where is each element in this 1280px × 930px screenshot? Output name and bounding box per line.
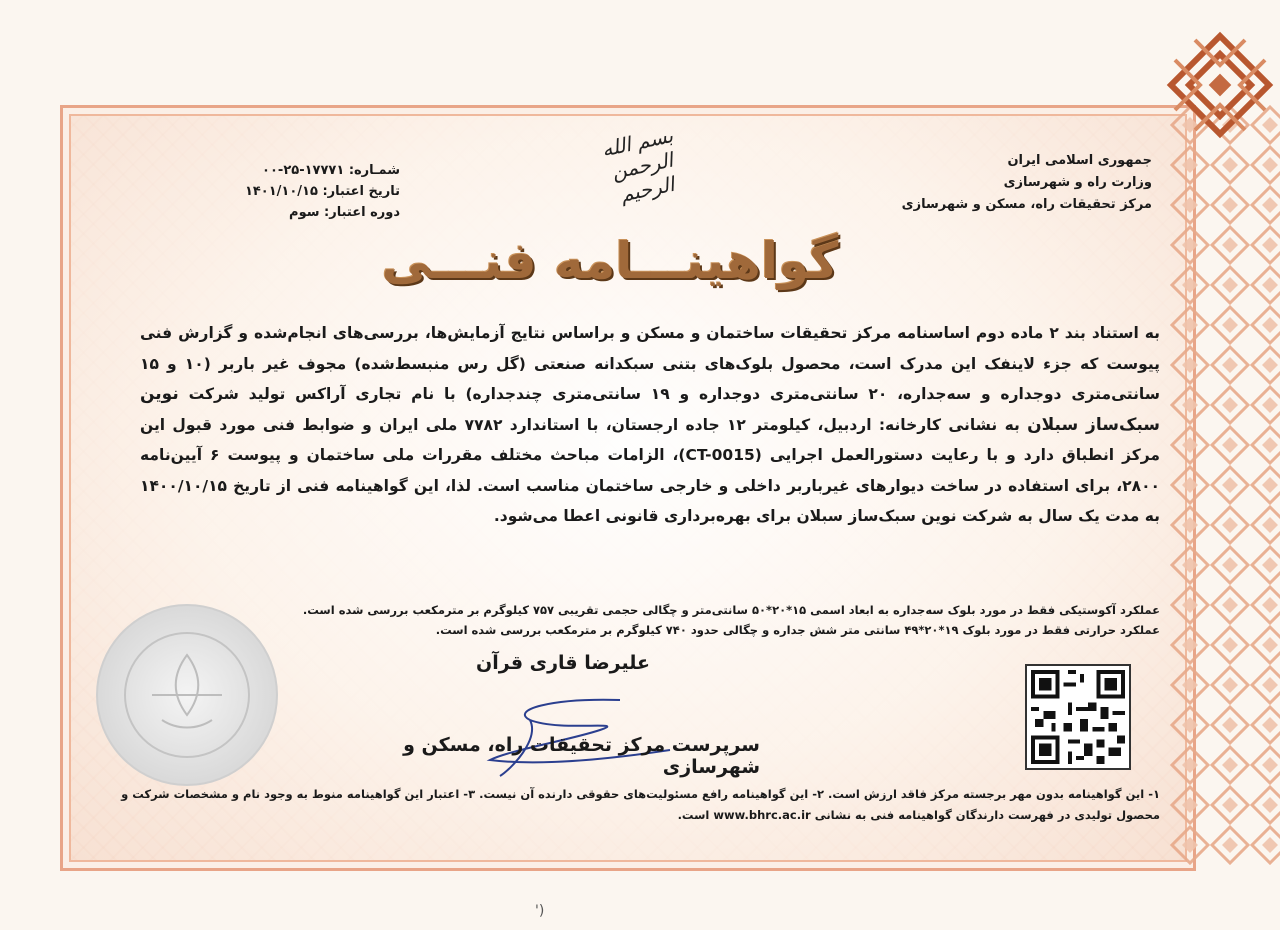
footer-line-2-text: محصول تولیدی در فهرست دارندگان گواهینامه فنی به نشانی: [814, 808, 1160, 822]
embossed-seal-icon: [92, 600, 282, 790]
performance-notes: [230, 600, 1160, 640]
validity-value: ۱۴۰۱/۱۰/۱۵: [244, 184, 318, 199]
top-corner-ornament-icon: [1165, 30, 1275, 140]
footer-line-1: ۱- این گواهینامه بدون مهر برجسته مرکز فاقد ارزش است. ۲- این گواهینامه رافع مسئولیت‌های حقوقی دارنده آن نیست. ۳- اعتبار این گواهینامه منوط به وجود نام و مشخصات شرکت و: [121, 787, 1160, 801]
acoustic-note: عملکرد آکوستیکی فقط در مورد بلوک سه‌جداره به ابعاد اسمی ۱۵*۲۰*۵۰ سانتی‌متر و چگالی حجمی تقریبی ۷۵۷ کیلوگرم بر مترمکعب بررسی شده است.: [302, 603, 1160, 617]
org-line-2: وزارت راه و شهرسازی: [1003, 175, 1152, 190]
certificate-number: [170, 160, 400, 181]
qr-code-icon: [1025, 664, 1131, 770]
issuer-header: [852, 150, 1152, 216]
bismillah-calligraphy: بسم الله الرحمن الرحیم: [599, 123, 677, 207]
body-part-1: به استناد بند ۲ ماده دوم اساسنامه مرکز تحقیقات ساختمان و مسکن و براساس نتایج آزمایش‌ها، بررسی‌های انجام‌شده و گزارش فنی پیوست که جزء لاینفک این مدرک است، محصول بلوک‌های بتنی سبکدانه صنعتی (گل رس منبسط‌شده) مجوف غیر باربر (۱۰ و ۱۵ سانتی‌متری دوجداره و سه‌جداره، ۲۰ سانتی‌متری دوجداره و ۱۹ سانتی‌متری چندجداره) با نام تجاری آراکس تولید شرکت: [140, 324, 1161, 403]
number-value: ۱۷۷۷۱-۲۵-۰۰: [262, 163, 345, 178]
footer-url-link[interactable]: www.bhrc.ac.ir: [713, 808, 811, 822]
body-part-2: به نشانی کارخانه: اردبیل، کیلومتر ۱۲ جاده ارجستان، با استاندارد ۷۷۸۲ ملی ایران و ضوابط فنی مورد قبول این مرکز انطباق دارد و با رعایت دستورالعمل اجرایی (CT-0015)، الزامات مباحث مختلف مقررات ملی ساختمان و پیوست ۶ آیین‌نامه ۲۸۰۰، برای استفاده در ساخت دیوارهای غیرباربر داخلی و خارجی ساختمان مناسب است. لذا، این گواهینامه فنی از تاریخ ۱۴۰۰/۱۰/۱۵ به مدت یک سال به شرکت نوین سبک‌ساز سبلان برای بهره‌برداری قانونی اعطا می‌شود.: [140, 415, 1160, 525]
period-label: دوره اعتبار:: [324, 205, 400, 220]
certificate-footer: [120, 784, 1160, 826]
validity-period: [170, 202, 400, 223]
border-ornament-icon: [1170, 105, 1280, 865]
period-value: سوم: [289, 205, 320, 220]
footer-line-2: [120, 805, 1160, 826]
certificate-body: [140, 318, 1160, 532]
company-name: نوین سبک‌ساز سبلان: [140, 384, 1161, 435]
org-line-1: جمهوری اسلامی ایران: [1007, 153, 1152, 168]
org-line-3: مرکز تحقیقات راه، مسکن و شهرسازی: [901, 197, 1152, 212]
validity-date: [170, 181, 400, 202]
paper-mark: '): [535, 903, 545, 919]
number-label: شمـاره:: [348, 163, 400, 178]
signer-title: سرپرست مرکز تحقیقات راه، مسکن و شهرسازی: [403, 734, 760, 778]
validity-label: تاریخ اعتبار:: [322, 184, 400, 199]
signer-name: علیرضا قاری قرآن: [476, 652, 650, 674]
certificate-meta: [170, 160, 400, 223]
certificate-title: گواهینـــامه فنـــی: [381, 232, 839, 290]
footer-line-2-end: است.: [677, 808, 710, 822]
thermal-note: عملکرد حرارتی فقط در مورد بلوک ۱۹*۲۰*۴۹ سانتی متر شش جداره و چگالی حدود ۷۴۰ کیلوگرم بر مترمکعب بررسی شده است.: [435, 623, 1160, 637]
